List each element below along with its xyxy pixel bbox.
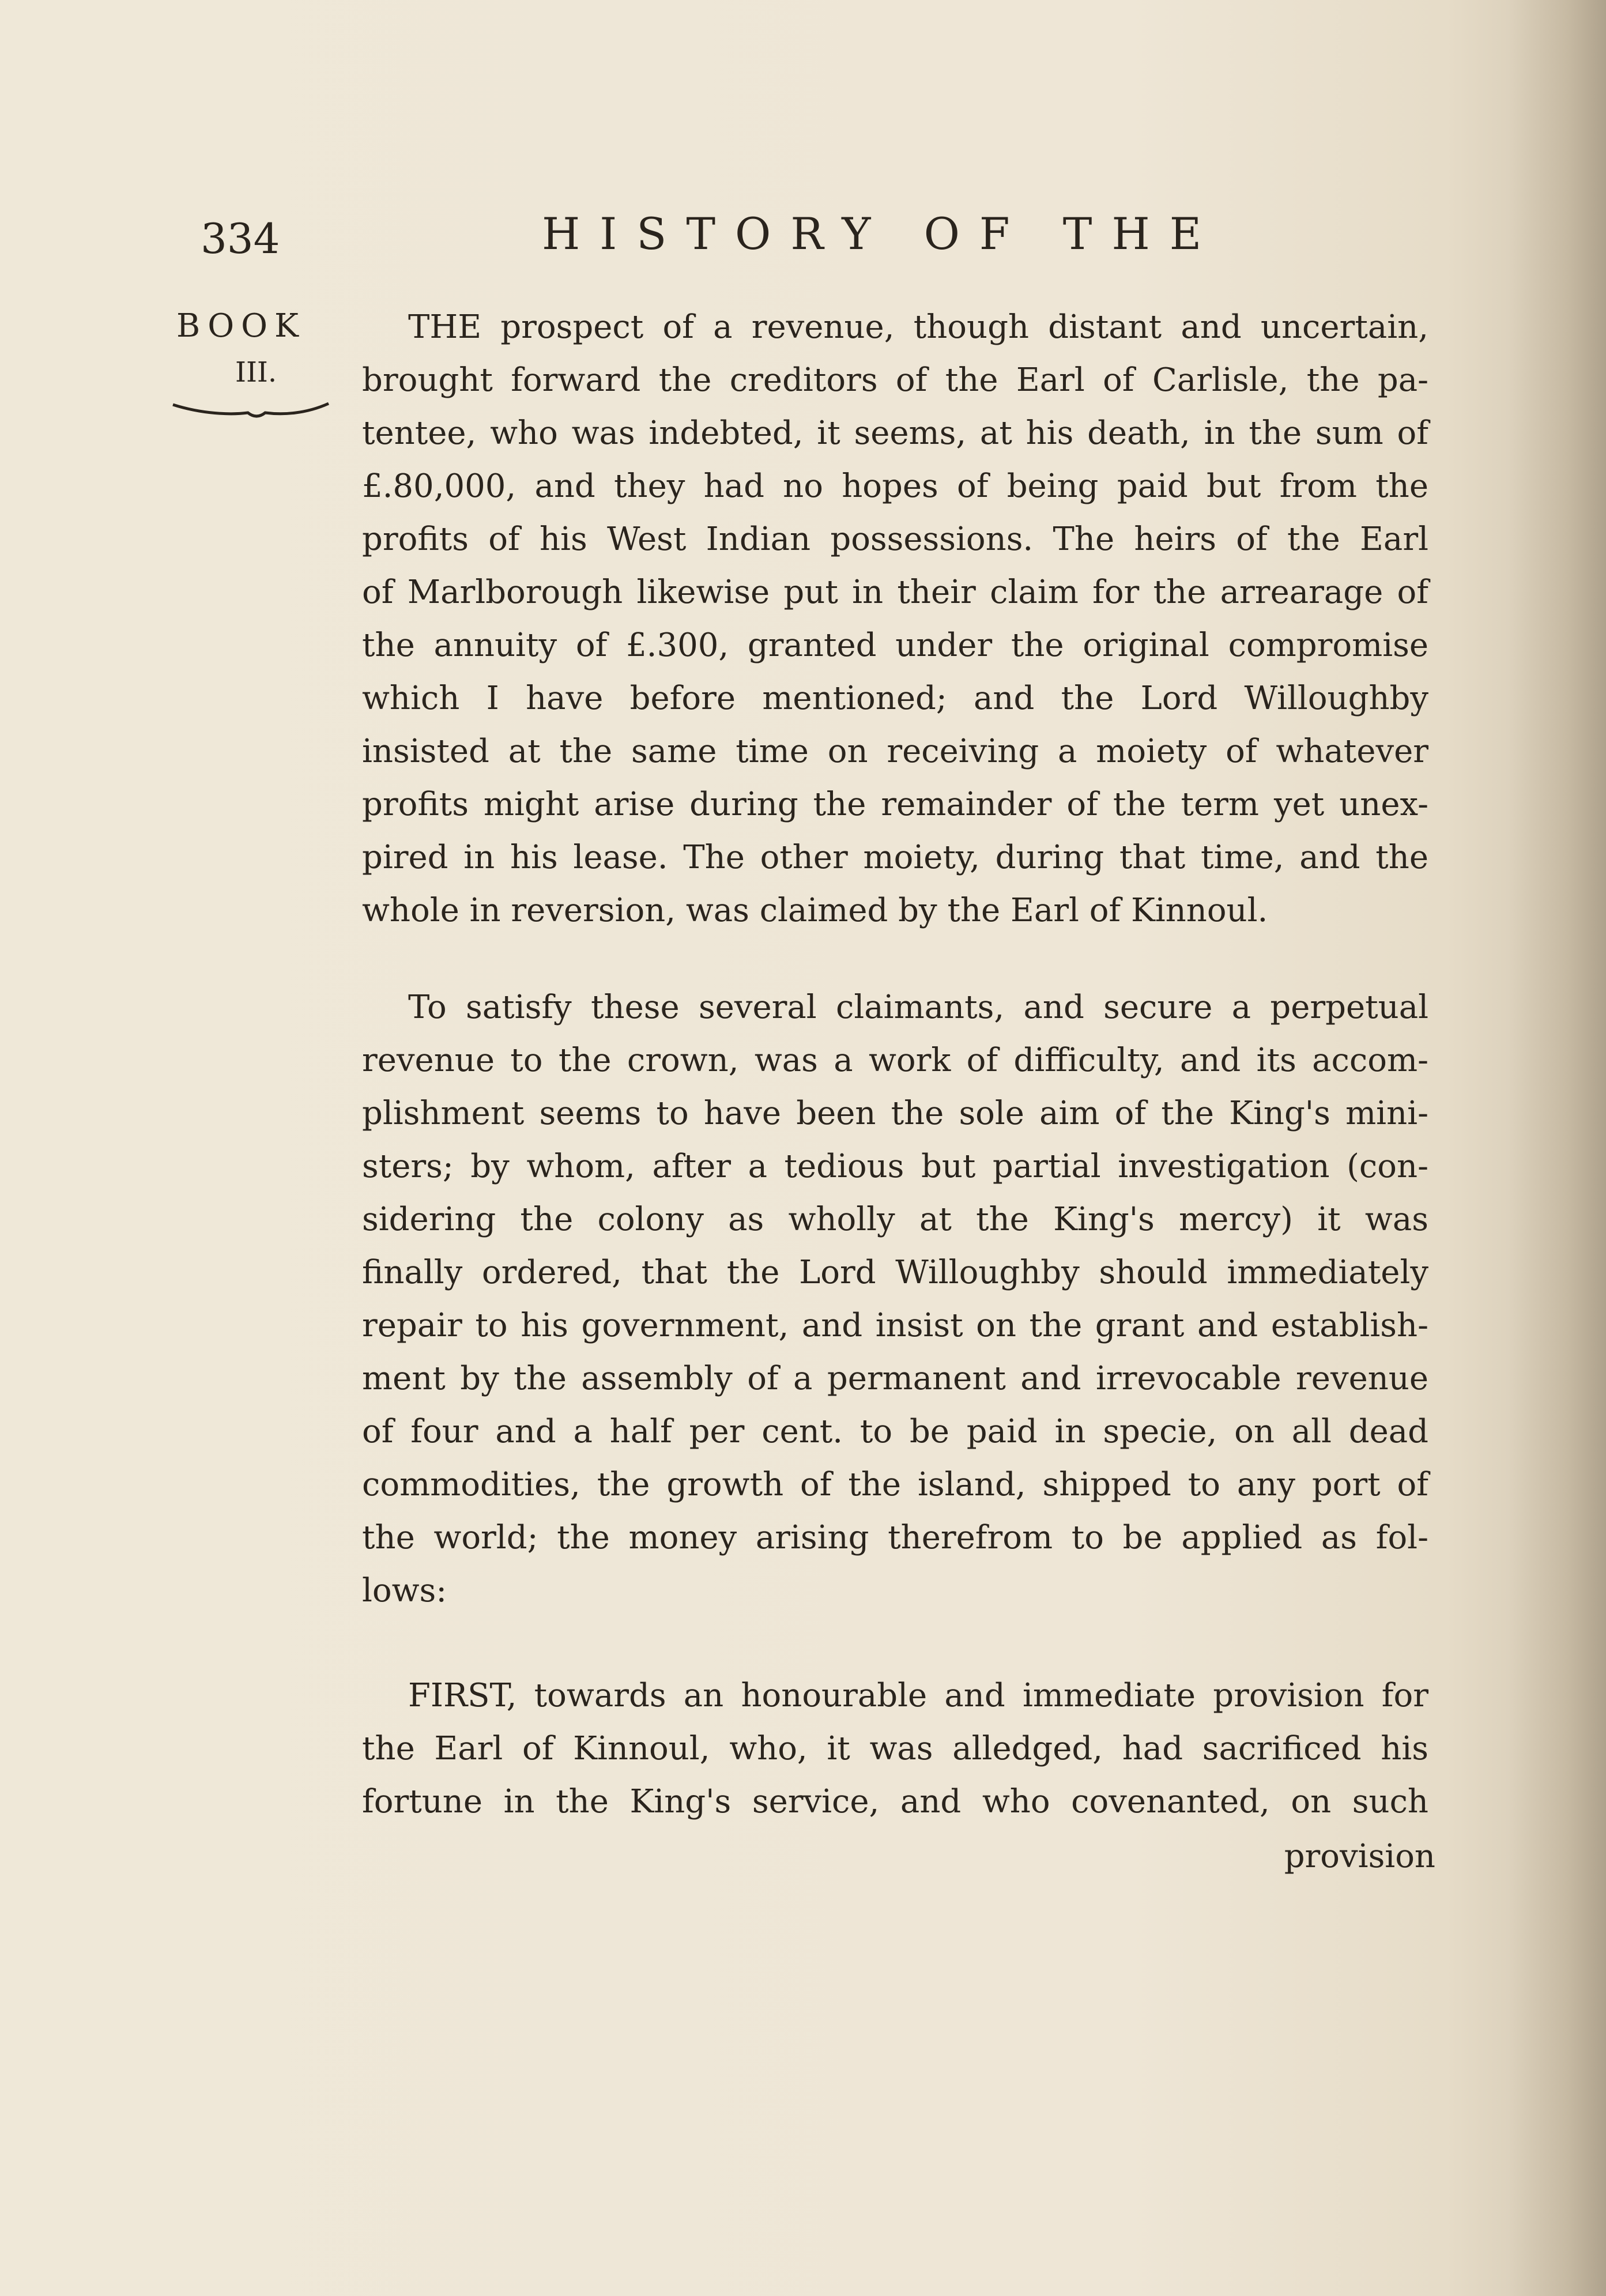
text-line: of four and a half per cent. to be paid in specie, on all dead xyxy=(362,1413,1428,1450)
text-line: sters; by whom, after a tedious but partial investigation (con- xyxy=(362,1148,1428,1185)
text-line: THE prospect of a revenue, though distant and uncertain, xyxy=(408,308,1428,346)
text-line: £.80,000, and they had no hopes of being paid but from the xyxy=(362,468,1428,505)
text-line: brought forward the creditors of the Earl of Carlisle, the pa- xyxy=(362,361,1428,399)
text-line: FIRST, towards an honourable and immediate provision for xyxy=(408,1677,1428,1714)
text-line: profits of his West Indian possessions. The heirs of the Earl xyxy=(362,521,1428,558)
text-line: finally ordered, that the Lord Willoughby should immediately xyxy=(362,1254,1428,1291)
text-line: whole in reversion, was claimed by the Earl of Kinnoul. xyxy=(362,892,1268,929)
text-line: repair to his government, and insist on the grant and establish- xyxy=(362,1307,1428,1344)
paragraph-1 xyxy=(362,301,1428,937)
text-line: revenue to the crown, was a work of difficulty, and its accom- xyxy=(362,1042,1428,1079)
text-line: of Marlborough likewise put in their claim for the arrearage of xyxy=(362,574,1428,611)
text-line: insisted at the same time on receiving a moiety of whatever xyxy=(362,733,1428,770)
text-line: plishment seems to have been the sole aim of the King's mini- xyxy=(362,1095,1428,1132)
text-line: fortune in the King's service, and who covenanted, on such xyxy=(362,1783,1428,1820)
ornamental-rule-icon xyxy=(167,398,334,421)
page-edge-shadow xyxy=(1508,0,1606,2296)
text-line: ment by the assembly of a permanent and irrevocable revenue xyxy=(362,1360,1428,1397)
text-line: the world; the money arising therefrom to be applied as fol- xyxy=(362,1519,1428,1556)
paragraph-2 xyxy=(362,981,1428,1618)
page-number: 334 xyxy=(201,214,280,263)
text-line: To satisfy these several claimants, and secure a perpetual xyxy=(408,989,1428,1026)
text-line: sidering the colony as wholly at the King's mercy) it was xyxy=(362,1201,1428,1238)
running-head: HISTORY OF THE xyxy=(542,208,1222,259)
paragraph-3 xyxy=(362,1669,1428,1828)
text-line: pired in his lease. The other moiety, during that time, and the xyxy=(362,839,1428,876)
catchword: provision xyxy=(1284,1838,1435,1875)
margin-note-book: BOOK xyxy=(176,307,306,345)
text-line: profits might arise during the remainder of the term yet unex- xyxy=(362,786,1428,823)
margin-note-volume: III. xyxy=(235,356,277,389)
text-line: tentee, who was indebted, it seems, at his death, in the sum of xyxy=(362,414,1428,452)
text-line: the Earl of Kinnoul, who, it was alledged, had sacrificed his xyxy=(362,1730,1428,1767)
text-line: lows: xyxy=(362,1572,447,1609)
text-line: the annuity of £.300, granted under the original compromise xyxy=(362,627,1428,664)
text-line: commodities, the growth of the island, shipped to any port of xyxy=(362,1466,1428,1503)
text-line: which I have before mentioned; and the Lord Willoughby xyxy=(362,680,1428,717)
